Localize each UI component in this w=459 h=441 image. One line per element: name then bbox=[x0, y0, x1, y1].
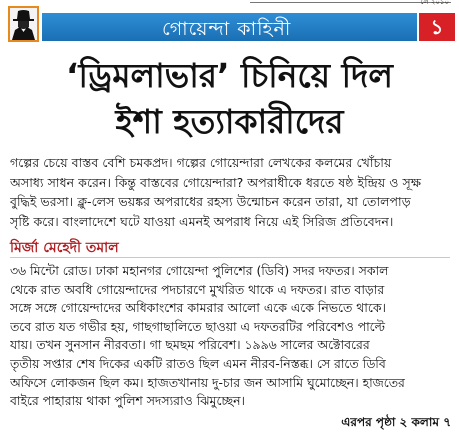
body-line: ৩৬ মিন্টো রোড। ঢাকা মহানগর গোয়েন্দা পুলিশের (ডিবি) সদর দফতর। সকাল bbox=[10, 263, 389, 278]
body-line: তবে রাত যত গভীর হয়, গাছগাছালিতে ছাওয়া এ দফতরটির পরিবেশও পাল্টে bbox=[10, 318, 385, 334]
body-line: অফিসে লোকজন ছিল কম। হাজতখানায় দু-চার জন আসামি ঘুমোচ্ছেন। হাজতের bbox=[10, 374, 405, 390]
body-line: তৃতীয় সপ্তার শেষ দিকের একটি রাতও ছিল এমন নীরব-নিস্তব্ধ। সে রাতে ডিবি bbox=[10, 355, 386, 371]
headline-line-2: ইশা হত্যাকারীদের bbox=[115, 102, 344, 141]
page-number-badge: ১ bbox=[419, 13, 455, 41]
section-title: গোয়েন্দা কাহিনী bbox=[162, 18, 292, 40]
continuation-note: এরপর পৃষ্ঠা ২ কলাম ৭ bbox=[341, 415, 451, 429]
body-line: যায়। তখন সুনসান নীরবতা। গা ছমছম পরিবেশ। ১৯৯৬ সালের অক্টোবরের bbox=[10, 337, 370, 353]
intro-line: অসাধ্য সাধন করেন। কিন্তু বাস্তবের গোয়েন্দারা? অপরাধীকে ধরতে ষষ্ঠ ইন্দ্রিয় ও সূক্ষ bbox=[10, 174, 422, 190]
intro-line: গল্পের চেয়ে বাস্তব বেশি চমকপ্রদ। গল্পের গোয়েন্দারা লেখকের কলমের খোঁচায় bbox=[10, 155, 392, 170]
section-title-band bbox=[42, 13, 417, 41]
intro-line: বুদ্ধিই ভরসা। ক্লু-লেস ভয়ঙ্কর অপরাধের রহস্য উন্মোচন করেন তারা, যা তোলপাড় bbox=[10, 194, 411, 209]
detective-silhouette-icon bbox=[8, 6, 39, 42]
body-line: সঙ্গে সঙ্গে গোয়েন্দাদের অধিকাংশের কামরার আলো একে একে নিভতে থাকে। bbox=[10, 300, 386, 316]
headline-line-1: ‘ড্রিমলাভার’ চিনিয়ে দিল bbox=[66, 56, 393, 95]
body-line: বাইরে পাহারায় থাকা পুলিশ সদস্যরাও ঝিমুচ্ছেন। bbox=[10, 393, 245, 409]
byline-divider bbox=[10, 257, 450, 258]
article-body bbox=[10, 262, 450, 411]
top-strip-tail-text: লে ২০১০ bbox=[420, 0, 449, 6]
section-header bbox=[0, 6, 459, 44]
intro-line: সৃষ্টি করে। বাংলাদেশে ঘটে যাওয়া এমনই অপরাধ নিয়ে এই সিরিজ প্রতিবেদন। bbox=[10, 213, 394, 229]
body-line: থেকে রাত অবধি গোয়েন্দাদের পদচারণে মুখরিত থাকে এ দফতর। রাত বাড়ার bbox=[10, 281, 385, 297]
author-byline: মির্জা মেহেদী তমাল bbox=[10, 240, 119, 256]
intro-paragraph bbox=[10, 153, 450, 231]
